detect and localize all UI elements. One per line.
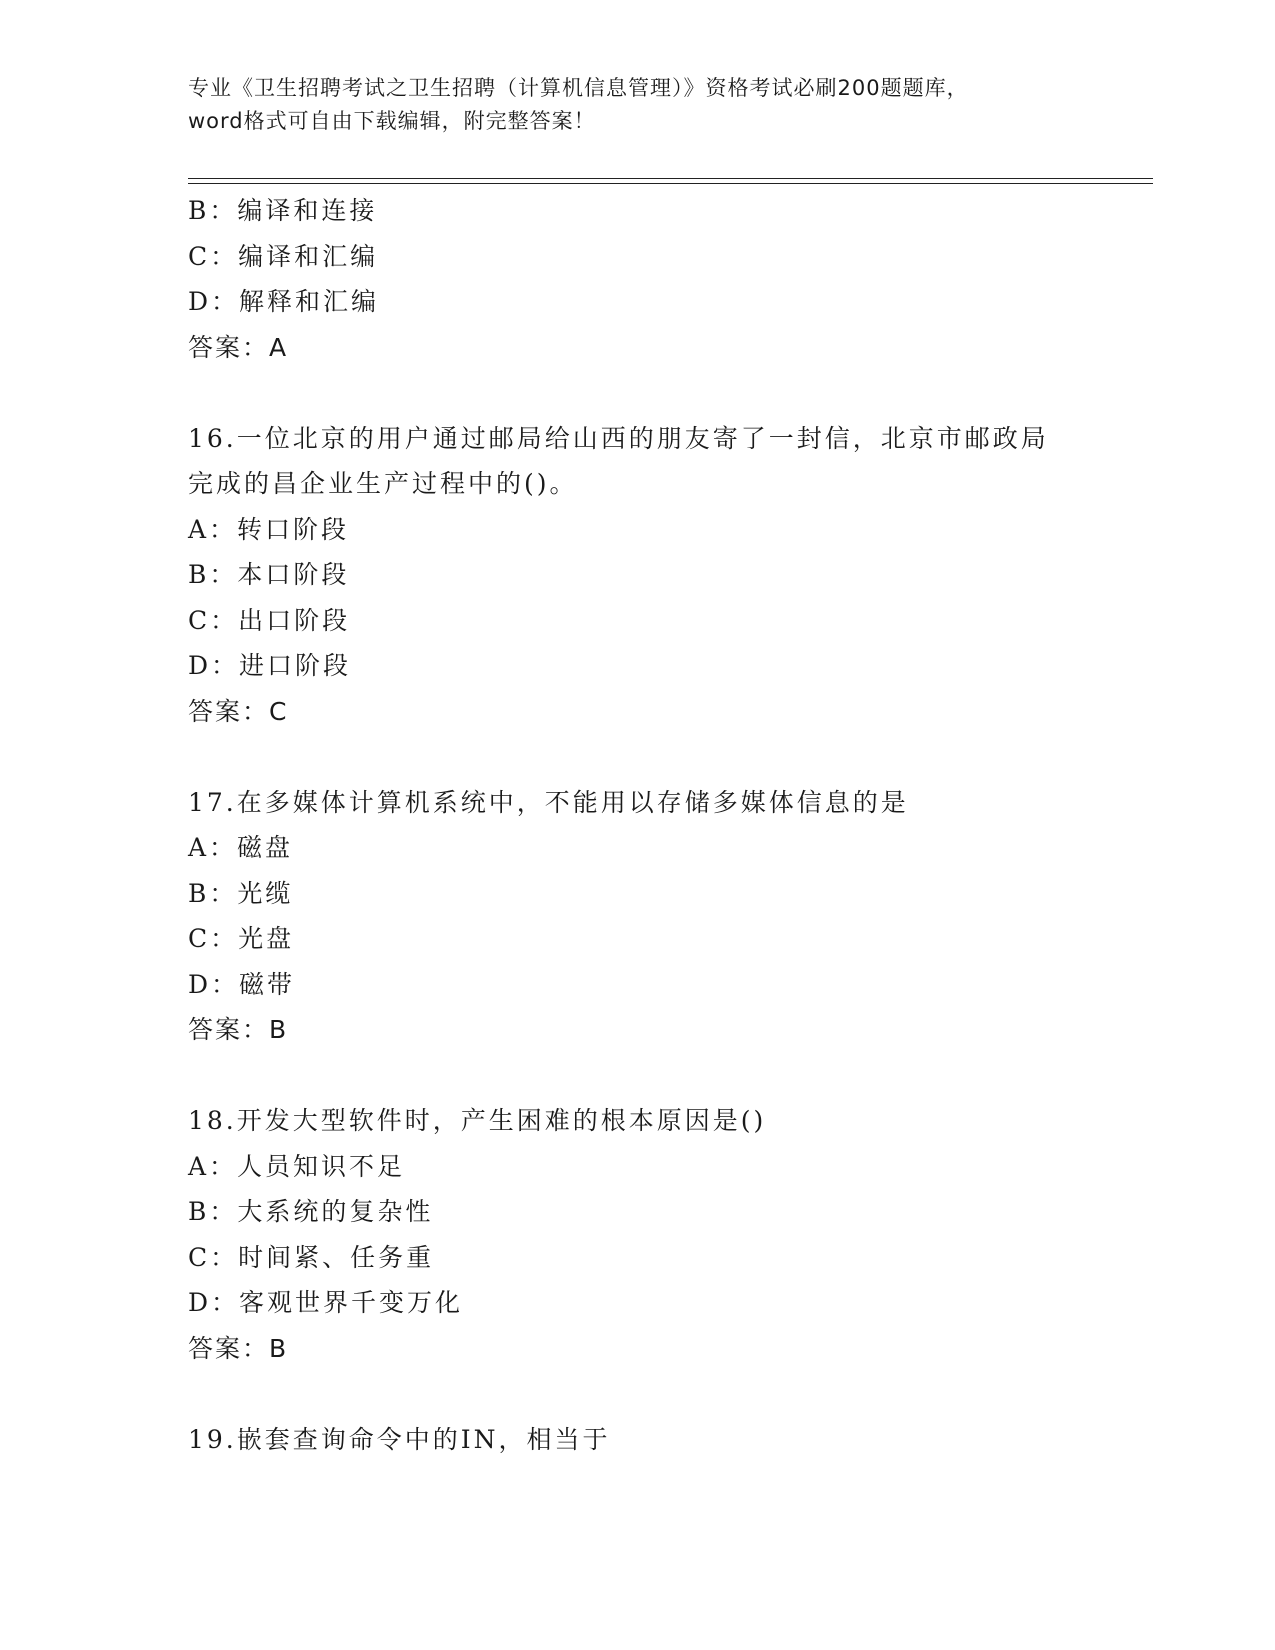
- answer-line: 答案：B: [188, 1333, 289, 1363]
- answer-line: 答案：B: [188, 1015, 289, 1044]
- option-d: D：磁带: [188, 969, 296, 999]
- option-d: D：进口阶段: [188, 651, 352, 680]
- spacer: [188, 370, 1088, 416]
- header-divider-top: [188, 178, 1153, 179]
- option-c: C：出口阶段: [188, 605, 351, 635]
- header-title-line2: word格式可自由下载编辑，附完整答案！: [188, 109, 596, 133]
- spacer: [188, 734, 1088, 780]
- question-stem: 19.嵌套查询命令中的IN，相当于: [188, 1424, 611, 1454]
- document-header: [188, 72, 1088, 138]
- option-a: A：人员知识不足: [188, 1151, 406, 1181]
- question-block-continued: [188, 188, 1088, 370]
- spacer: [188, 1053, 1088, 1099]
- answer-line: 答案：A: [188, 332, 289, 362]
- question-stem: 16.一位北京的用户通过邮局给山西的朋友寄了一封信，北京市邮政局: [188, 423, 1049, 453]
- question-list: [188, 188, 1088, 1462]
- option-a: A：磁盘: [188, 833, 294, 862]
- question-block-17: [188, 780, 1088, 1053]
- option-d: D：客观世界千变万化: [188, 1288, 464, 1317]
- question-block-16: [188, 416, 1088, 735]
- question-block-18: [188, 1098, 1088, 1371]
- question-stem: 17.在多媒体计算机系统中，不能用以存储多媒体信息的是: [188, 787, 909, 817]
- option-b: B：光缆: [188, 878, 294, 908]
- option-c: C：时间紧、任务重: [188, 1242, 435, 1272]
- option-b: B：大系统的复杂性: [188, 1197, 434, 1226]
- header-divider-bottom: [188, 183, 1153, 184]
- header-title-line1: 专业《卫生招聘考试之卫生招聘（计算机信息管理）》资格考试必刷200题题库，: [188, 76, 969, 100]
- question-stem-continued: 完成的昌企业生产过程中的()。: [188, 469, 578, 498]
- option-c: C：光盘: [188, 924, 295, 953]
- answer-line: 答案：C: [188, 696, 289, 726]
- option-b: B：编译和连接: [188, 196, 378, 225]
- spacer: [188, 1371, 1088, 1417]
- option-a: A：转口阶段: [188, 514, 350, 544]
- question-stem: 18.开发大型软件时，产生困难的根本原因是(): [188, 1106, 767, 1135]
- option-d: D：解释和汇编: [188, 287, 380, 316]
- option-b: B：本口阶段: [188, 560, 350, 589]
- question-block-19: [188, 1417, 1088, 1463]
- option-c: C：编译和汇编: [188, 241, 379, 271]
